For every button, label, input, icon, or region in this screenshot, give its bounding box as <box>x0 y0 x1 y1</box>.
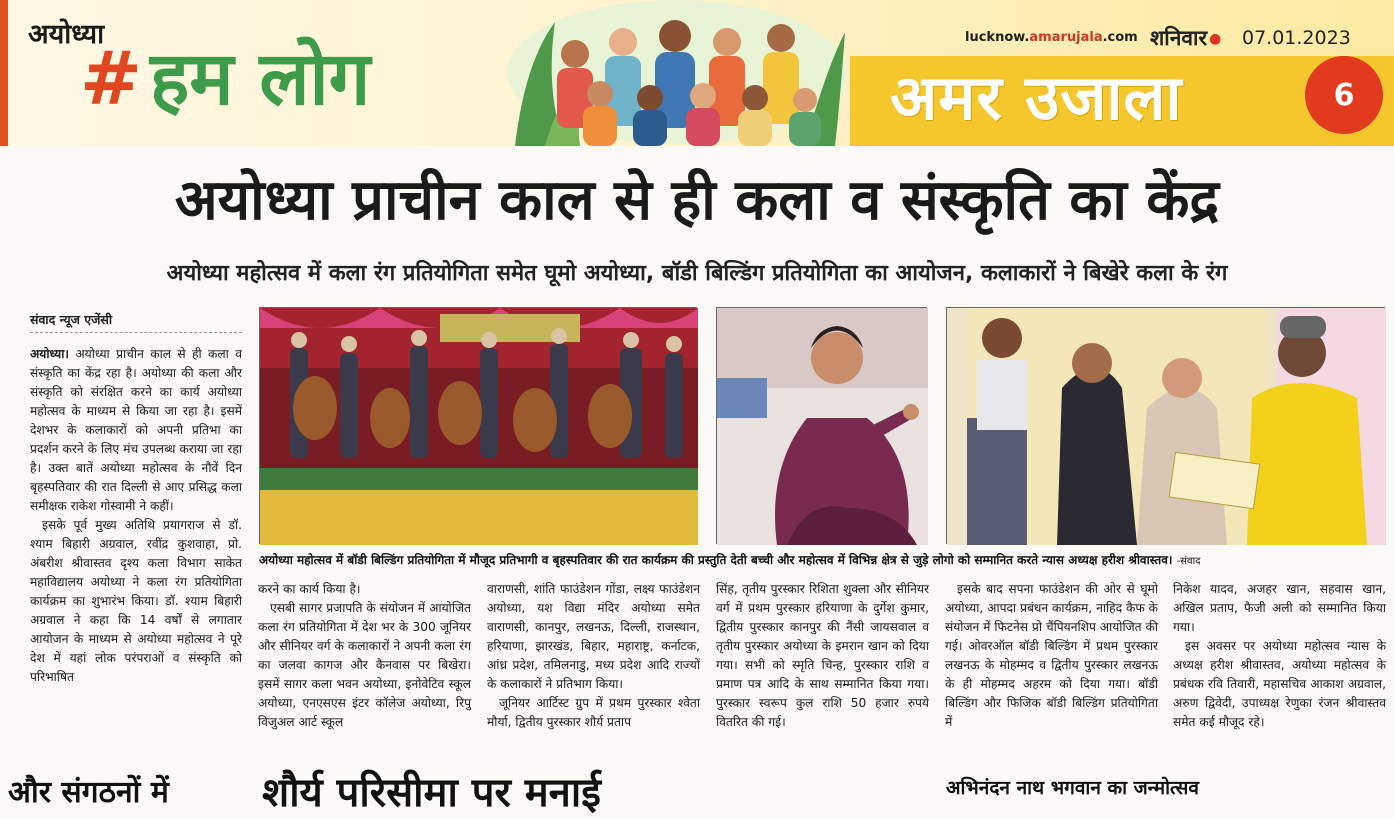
byline-divider <box>30 332 242 333</box>
paragraph <box>30 345 242 516</box>
site-url-accent: amarujala <box>1029 30 1103 45</box>
photo-credit: -संवाद <box>1176 556 1201 567</box>
site-url-suffix: .com <box>1102 30 1138 45</box>
city-label: अयोध्या <box>28 19 105 50</box>
newspaper-logo: अमर उजाला <box>890 61 1183 134</box>
dateline: अयोध्या। <box>30 347 69 361</box>
paragraph: एसबी सागर प्रजापति के संयोजन में आयोजित कला रंग प्रतियोगिता में देश भर के 300 जूनियर और सीनियर वर्ग के कलाकारों ने अपनी कला रंग का जलवा कागज और कैनवास पर बिखेरा। इसमें सागर कला भवन अयोध्या, इनोवेटिव स्कूल अयोध्या, एनएसएस इंटर कॉलेज अयोध्या, रिपु विजुअल आर्ट स्कूल <box>258 601 471 729</box>
paragraph: करने का कार्य किया है। <box>258 582 361 596</box>
article-column-3 <box>487 580 700 732</box>
site-url-prefix: lucknow. <box>965 30 1030 45</box>
paragraph: निकेश यादव, अजहर खान, सहवास खान, अखिल प्रताप, फैजी अली को सम्मानित किया गया। <box>1173 582 1386 634</box>
byline: संवाद न्यूज एजेंसी <box>30 312 113 327</box>
dot-icon: ● <box>1209 31 1222 47</box>
masthead-accent-bar <box>0 0 8 146</box>
felicitation-photo <box>946 307 1385 544</box>
paragraph: इसके पूर्व मुख्य अतिथि प्रयागराज से डॉ. श्याम बिहारी अग्रवाल, रवींद्र कुशवाहा, प्रो. अंबरीश श्रीवास्तव दृश्य कला विभाग साकेत महाविद्यालय अयोध्या ने कला रंग प्रतियोगिता कार्यक्रम का शुभारंभ किया। डॉ. श्याम बिहारी अग्रवाल ने कहा कि 14 वर्षों से लगातार आयोजन के माध्यम से अयोध्या महोत्सव ने पूरे देश में यहां लोक परंपराओं व संस्कृति को परिभाषित <box>30 518 242 684</box>
paragraph: इस अवसर पर अयोध्या महोत्सव न्यास के अध्यक्ष हरीश श्रीवास्तव, अयोध्या महोत्सव के प्रबंधक रवि तिवारी, महासचिव आकाश अग्रवाल, अरुण द्विवेदी, उपाध्यक्ष रेणुका रंजन श्रीवास्तव समेत कई मौजूद रहे। <box>1173 639 1386 729</box>
paragraph: वाराणसी, शांति फाउंडेशन गोंडा, लक्ष्य फाउंडेशन अयोध्या, यश विद्या मंदिर अयोध्या समेत वाराणसी, कानपुर, लखनऊ, दिल्ली, राजस्थान, हरियाणा, झारखंड, बिहार, महाराष्ट्र, कर्नाटक, आंध्र प्रदेश, तमिलनाडु, मध्य प्रदेश आदि राज्यों के कलाकारों ने प्रतिभाग किया। <box>487 582 700 691</box>
paragraph: इसके बाद सपना फाउंडेशन की ओर से घूमो अयोध्या, आपदा प्रबंधन कार्यक्रम, नाहिद कैफ के संयोजन में फिटनेस प्रो चैंपियनशिप आयोजित की गई। ओवरऑल बॉडी बिल्डिंग में प्रथम पुरस्कार लखनऊ के मोहम्मद व द्वितीय पुरस्कार लखनऊ के ही मोहम्मद अहरम को दिया गया। बॉडी बिल्डिंग और फिजिक बॉडी बिल्डिंग प्रतियोगिता में <box>945 582 1158 729</box>
article-column-2 <box>258 580 471 732</box>
section-title <box>80 34 370 124</box>
day-text: शनिवार <box>1150 26 1208 50</box>
article-column-4 <box>716 580 929 732</box>
article-column-5 <box>945 580 1158 732</box>
performer-photo <box>716 307 927 544</box>
bodybuilding-photo <box>259 307 697 544</box>
bodybuilders-image <box>260 308 698 545</box>
next-story-headline-right: अभिनंदन नाथ भगवान का जन्मोत्सव <box>946 777 1199 799</box>
girl-performing-image <box>717 308 928 545</box>
paragraph: जूनियर आर्टिस्ट ग्रुप में प्रथम पुरस्कार श्वेता मौर्या, द्वितीय पुरस्कार शौर्य प्रताप <box>487 696 700 729</box>
site-url[interactable] <box>965 30 1138 45</box>
award-ceremony-image <box>947 308 1386 545</box>
subheadline: अयोध्या महोत्सव में कला रंग प्रतियोगिता समेत घूमो अयोध्या, बॉडी बिल्डिंग प्रतियोगिता का आयोजन, कलाकारों ने बिखेरे कला के रंग <box>166 261 1228 286</box>
photo-caption-text: अयोध्या महोत्सव में बॉडी बिल्डिंग प्रतियोगिता में मौजूद प्रतिभागी व बृहस्पतिवार की रात कार्यक्रम की प्रस्तुति देती बच्ची और महोत्सव में विभिन्न क्षेत्र से जुड़े लोगो को सम्मानित करते न्यास अध्यक्ष हरीश श्रीवास्तव। <box>259 553 1173 567</box>
article-column-1 <box>30 345 242 687</box>
day-label <box>1150 24 1221 52</box>
hash-symbol: # <box>80 36 143 122</box>
article-column-6 <box>1173 580 1386 732</box>
paragraph: सिंह, तृतीय पुरस्कार रिशिता शुक्ला और सीनियर वर्ग में प्रथम पुरस्कार हरियाणा के दुर्गेश कुमार, द्वितीय पुरस्कार कानपुर की नैंसी जायसवाल व तृतीय पुरस्कार अयोध्या के इमरान खान को दिया गया। सभी को स्मृति चिन्ह, पुरस्कार राशि व प्रमाण पत्र आदि के साथ सम्मानित किया गया। पुरस्कार स्वरूप कुल राशि 50 हजार रुपये वितरित की गई। <box>716 582 929 729</box>
photo-caption <box>259 549 1385 573</box>
next-story-headline-center: शौर्य परिसीमा पर मनाई <box>262 770 601 816</box>
date-label: 07.01.2023 <box>1242 27 1351 49</box>
section-title-text: हम लोग <box>150 36 371 122</box>
headline: अयोध्या प्राचीन काल से ही कला व संस्कृति का केंद्र <box>174 168 1220 233</box>
paragraph-text: अयोध्या प्राचीन काल से ही कला व संस्कृति का केंद्र रहा है। अयोध्या की कला और संस्कृति को संरक्षित करने का कार्य अयोध्या महोत्सव के माध्यम से किया जा रहा है। इसमें देशभर के कलाकारों को अपनी प्रतिभा का प्रदर्शन करने के लिए मंच उपलब्ध कराया जा रहा है। उक्त बातें अयोध्या महोत्सव के नौवें दिन बृहस्पतिवार की रात दिल्ली से आए प्रसिद्ध कला समीक्षक राकेश गोस्वामी ने कहीं। <box>30 347 242 513</box>
people-illustration <box>505 2 850 146</box>
page-number-badge: 6 <box>1305 56 1383 134</box>
next-story-headline-left: और संगठनों में <box>8 775 169 810</box>
masthead <box>0 0 1394 146</box>
